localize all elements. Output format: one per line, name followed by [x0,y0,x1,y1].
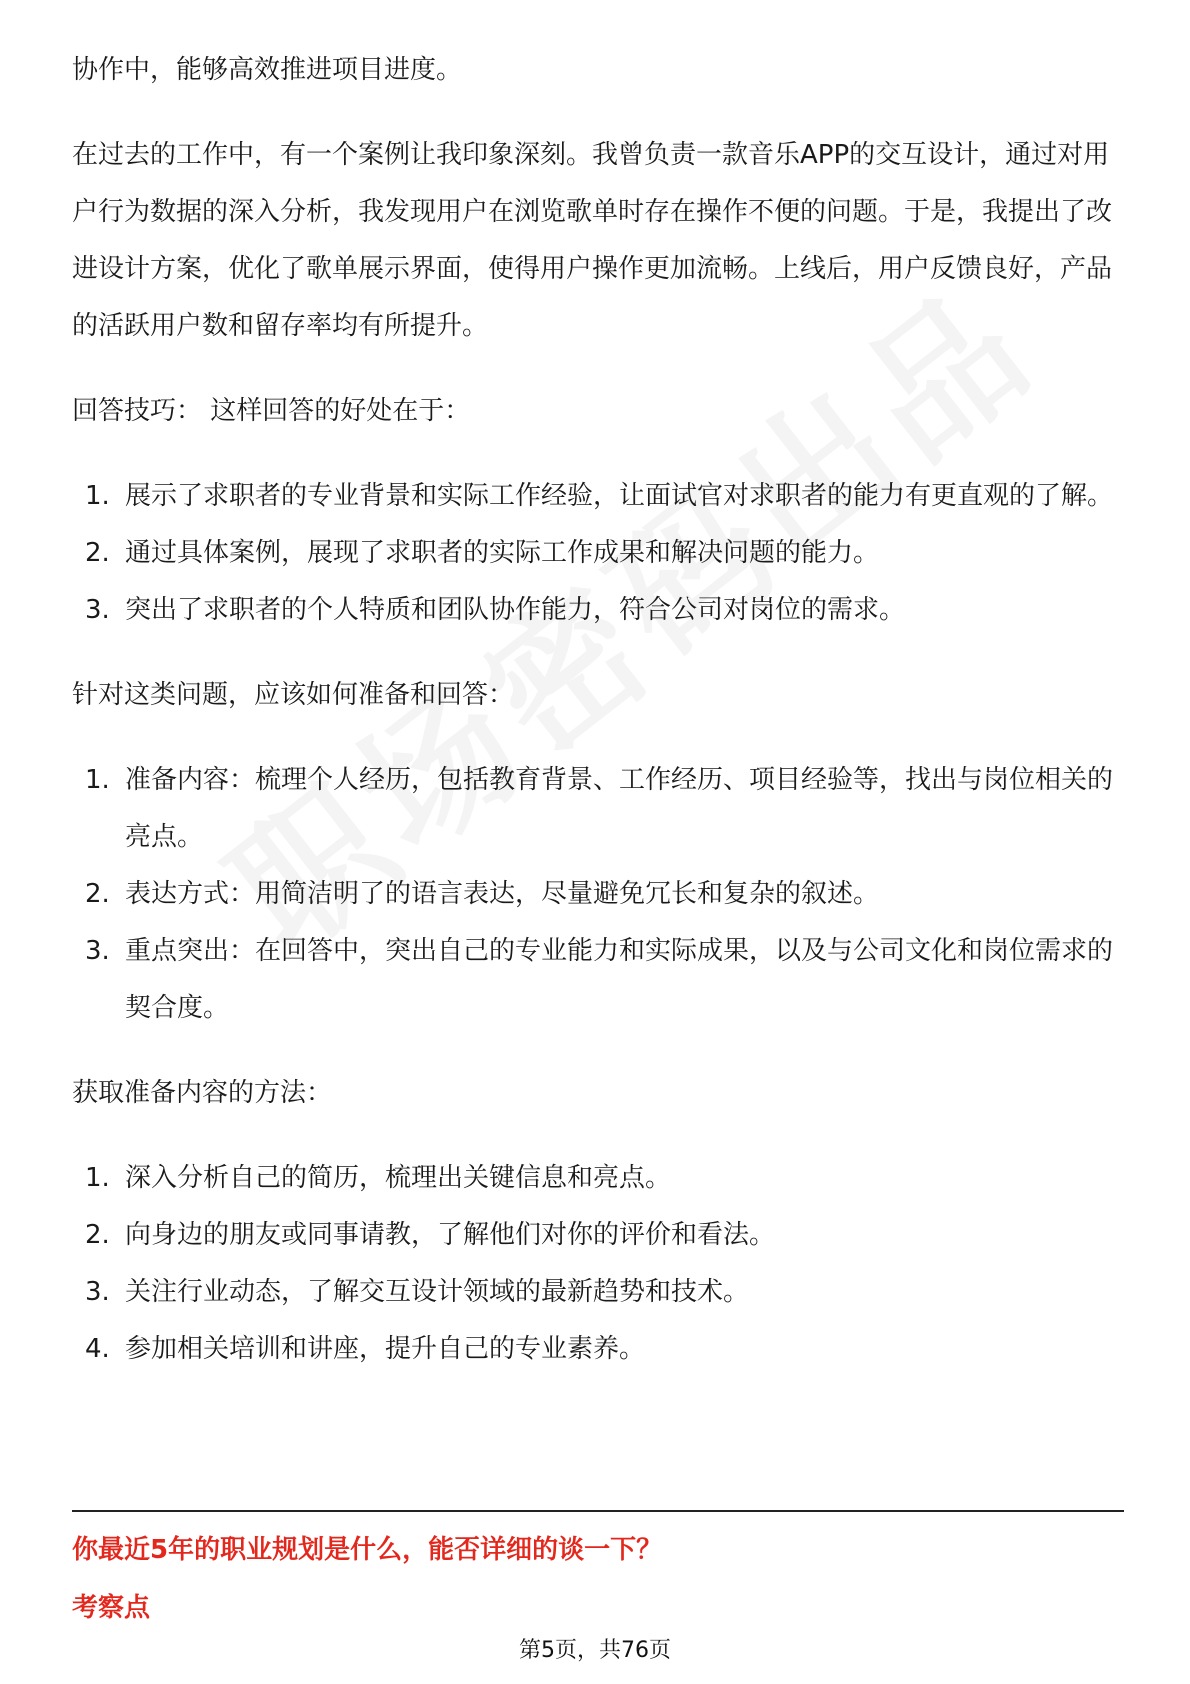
next-question-heading: 你最近5年的职业规划是什么，能否详细的谈一下？ [72,1535,663,1565]
list-number: 2. [85,538,110,568]
list-item [72,582,1124,639]
list-item [72,1321,1124,1378]
section-divider [72,1510,1124,1512]
list-item [72,1264,1124,1321]
list-number: 2. [85,1220,110,1250]
list-item-text: 准备内容：梳理个人经历，包括教育背景、工作经历、项目经验等，找出与岗位相关的亮点。 [125,765,1114,852]
list-number: 3. [85,1277,110,1307]
method-heading: 获取准备内容的方法： [72,1078,333,1108]
document-body [72,42,1124,1378]
paragraph: 在过去的工作中，有一个案例让我印象深刻。我曾负责一款音乐APP的交互设计，通过对用户行为数据的深入分析，我发现用户在浏览歌单时存在操作不便的问题。于是，我提出了改进设计方案，优化了歌单展示界面，使得用户操作更加流畅。上线后，用户反馈良好，产品的活跃用户数和留存率均有所提升。 [72,140,1113,341]
tips-list [72,468,1124,639]
list-number: 3. [85,595,110,625]
list-item [72,525,1124,582]
list-item [72,866,1124,923]
list-item [72,1207,1124,1264]
paragraph: 协作中，能够高效推进项目进度。 [72,55,463,85]
list-item-text: 展示了求职者的专业背景和实际工作经验，让面试官对求职者的能力有更直观的了解。 [125,481,1114,511]
page-footer: 第5页，共76页 [519,1638,671,1663]
list-item-text: 关注行业动态，了解交互设计领域的最新趋势和技术。 [125,1277,750,1307]
list-item [72,752,1124,866]
tips-heading: 回答技巧： 这样回答的好处在于： [72,396,471,426]
prep-list [72,752,1124,1037]
list-item-text: 参加相关培训和讲座，提升自己的专业素养。 [125,1334,646,1364]
list-number: 3. [85,936,110,966]
list-item-text: 深入分析自己的简历，梳理出关键信息和亮点。 [125,1163,672,1193]
list-item-text: 通过具体案例，展现了求职者的实际工作成果和解决问题的能力。 [125,538,880,568]
list-number: 1. [85,765,110,795]
list-number: 1. [85,481,110,511]
list-item-text: 表达方式：用简洁明了的语言表达，尽量避免冗长和复杂的叙述。 [125,879,880,909]
method-list [72,1150,1124,1378]
list-number: 1. [85,1163,110,1193]
list-item [72,1150,1124,1207]
list-item [72,468,1124,525]
list-number: 2. [85,879,110,909]
prep-heading: 针对这类问题，应该如何准备和回答： [72,680,515,710]
list-item-text: 向身边的朋友或同事请教，了解他们对你的评价和看法。 [125,1220,776,1250]
list-item-text: 突出了求职者的个人特质和团队协作能力，符合公司对岗位的需求。 [125,595,906,625]
list-number: 4. [85,1334,110,1364]
list-item-text: 重点突出：在回答中，突出自己的专业能力和实际成果，以及与公司文化和岗位需求的契合度。 [125,936,1114,1023]
list-item [72,923,1124,1037]
section-label: 考察点 [72,1593,151,1623]
